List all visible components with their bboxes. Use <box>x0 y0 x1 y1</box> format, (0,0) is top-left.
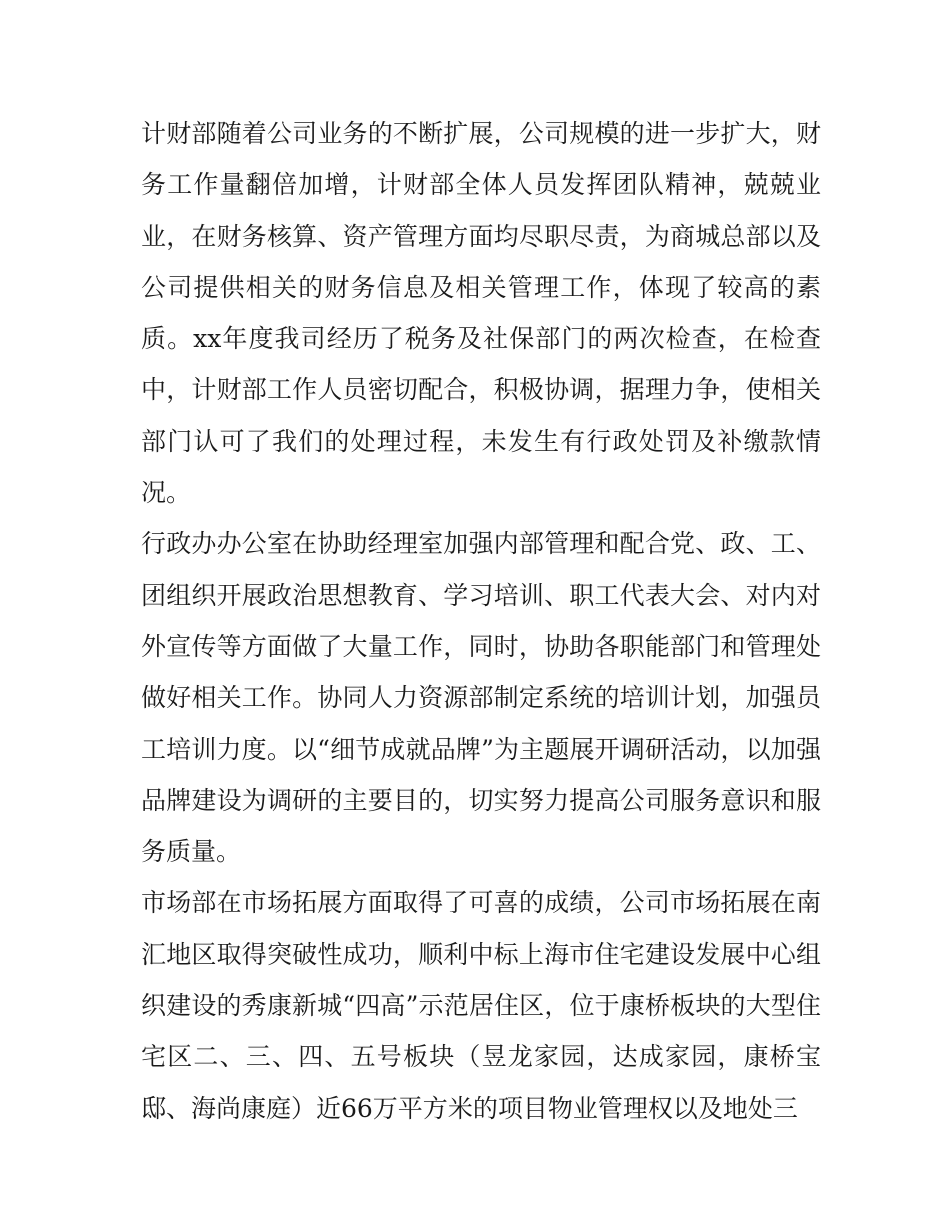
paragraph-finance-department: 计财部随着公司业务的不断扩展，公司规模的进一步扩大，财务工作量翻倍加增，计财部全体人员发挥团队精神，兢兢业业，在财务核算、资产管理方面均尽职尽责，为商城总部以及公司提供相关的财务信息及相关管理工作，体现了较高的素质。xx年度我司经历了税务及社保部门的两次检查，在检查中，计财部工作人员密切配合，积极协调，据理力争，使相关部门认可了我们的处理过程，未发生有行政处罚及补缴款情况。 <box>141 119 821 508</box>
document-body <box>141 108 821 1134</box>
paragraph-market-department: 市场部在市场拓展方面取得了可喜的成绩，公司市场拓展在南汇地区取得突破性成功，顺利中标上海市住宅建设发展中心组织建设的秀康新城“四高”示范居住区，位于康桥板块的大型住宅区二、三、四、五号板块（昱龙家园，达成家园，康桥宝邸、海尚康庭）近66万平方米的项目物业管理权以及地处三 <box>141 888 821 1123</box>
paragraph-administration-office: 行政办办公室在协助经理室加强内部管理和配合党、政、工、团组织开展政治思想教育、学习培训、职工代表大会、对内对外宣传等方面做了大量工作，同时，协助各职能部门和管理处做好相关工作。协同人力资源部制定系统的培训计划，加强员工培训力度。以“细节成就品牌”为主题展开调研活动，以加强品牌建设为调研的主要目的，切实努力提高公司服务意识和服务质量。 <box>141 529 821 867</box>
